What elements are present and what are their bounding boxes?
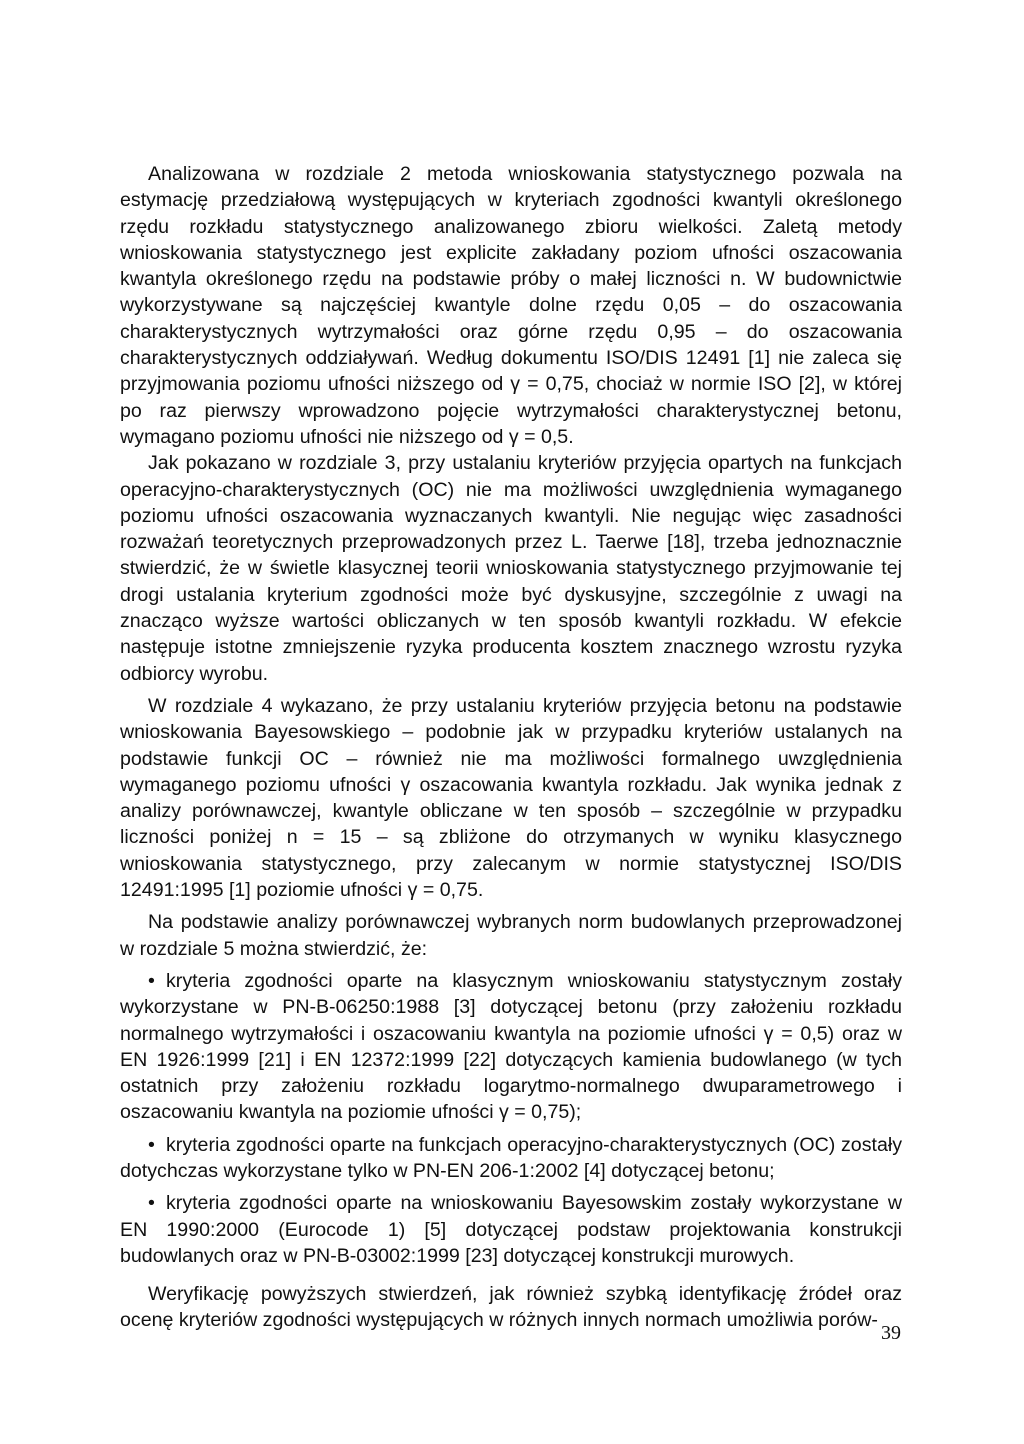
bullet-item-3: [120, 1190, 902, 1269]
bullet-icon: •: [148, 1133, 155, 1156]
bullet-text: kryteria zgodności oparte na wnioskowaniu Bayesowskim zostały wykorzystane w EN 1990:2000 (Eurocode 1) [5] dotyczącej podstaw projektowania konstrukcji budowlanych oraz w PN-B-03002:1999 [23] dotyczącej konstrukcji murowych.: [120, 1192, 902, 1267]
bullet-item-1: [120, 968, 902, 1126]
paragraph-3: W rozdziale 4 wykazano, że przy ustalaniu kryteriów przyjęcia betonu na podstawie wnioskowania Bayesowskiego – podobnie jak w przypadku kryteriów ustalanych na podstawie funkcji OC – również nie ma możliwości formalnego uwzględnienia wymaganego poziomu ufności γ oszacowania kwantyla rozkładu. Jak wynika jednak z analizy porównawczej, kwantyle obliczane w ten sposób – szczególnie w przypadku liczności poniżej n = 15 – są zbliżone do otrzymanych w wyniku klasycznego wnioskowania statystycznego, przy zalecanym w normie statystycznej ISO/DIS 12491:1995 [1] poziomie ufności γ = 0,75.: [120, 694, 902, 902]
bullet-icon: •: [148, 969, 155, 992]
page-number: 39: [881, 1322, 901, 1344]
paragraph-closing: Weryfikację powyższych stwierdzeń, jak również szybką identyfikację źródeł oraz ocenę kryteriów zgodności występujących w różnych innych normach umożliwia porów-: [120, 1283, 902, 1332]
bullet-text: kryteria zgodności oparte na klasycznym wnioskowaniu statystycznym zostały wykorzystane w PN-B-06250:1988 [3] dotyczącej betonu (przy założeniu rozkładu normalnego wytrzymałości i oszacowaniu kwantyla na poziomie ufności γ = 0,5) oraz w EN 1926:1999 [21] i EN 12372:1999 [22] dotyczących kamienia budowlanego (w tych ostatnich przy założeniu rozkładu logarytmo-normalnego dwuparametrowego i oszacowaniu kwantyla na poziomie ufności γ = 0,75);: [120, 969, 902, 1124]
document-body: [120, 161, 902, 1334]
bullet-item-2: [120, 1132, 902, 1185]
bullet-text: kryteria zgodności oparte na funkcjach operacyjno-charakterystycznych (OC) zostały dotychczas wykorzystane tylko w PN-EN 206-1:2002 [4] dotyczącej betonu;: [120, 1133, 902, 1182]
bullet-icon: •: [148, 1192, 155, 1215]
paragraph-2: Jak pokazano w rozdziale 3, przy ustalaniu kryteriów przyjęcia opartych na funkcjach operacyjno-charakterystycznych (OC) nie ma możliwości uwzględnienia wymaganego poziomu ufności oszacowania wyznaczanych kwantyli. Nie negując więc zasadności rozważań teoretycznych przeprowadzonych przez L. Taerwe [18], trzeba jednoznacznie stwierdzić, że w świetle klasycznej teorii wnioskowania statystycznego przyjmowanie tej drogi ustalania kryterium zgodności może być dyskusyjne, szczególnie z uwagi na znacząco wyższe wartości obliczanych w ten sposób kwantyli rozkładu. W efekcie następuje istotne zmniejszenie ryzyka producenta kosztem znacznego wzrostu ryzyka odbiorcy wyrobu.: [120, 452, 902, 685]
paragraph-1: Analizowana w rozdziale 2 metoda wnioskowania statystycznego pozwala na estymację przedziałową występujących w kryteriach zgodności kwantyli określonego rzędu rozkładu statystycznego analizowanego zbioru wielkości. Zaletą metody wnioskowania statystycznego jest explicite zakładany poziom ufności oszacowania kwantyla określonego rzędu na podstawie próby o małej liczności n. W budownictwie wykorzystywane są najczęściej kwantyle dolne rzędu 0,05 – do oszacowania charakterystycznych wytrzymałości oraz górne rzędu 0,95 – do oszacowania charakterystycznych oddziaływań. Według dokumentu ISO/DIS 12491 [1] nie zaleca się przyjmowania poziomu ufności niższego od γ = 0,75, chociaż w normie ISO [2], w której po raz pierwszy wprowadzono pojęcie wytrzymałości charakterystycznej betonu, wymagano poziomu ufności nie niższego od γ = 0,5.: [120, 163, 902, 448]
paragraph-4: Na podstawie analizy porównawczej wybranych norm budowlanych przeprowadzonej w rozdziale 5 można stwierdzić, że:: [120, 911, 902, 960]
